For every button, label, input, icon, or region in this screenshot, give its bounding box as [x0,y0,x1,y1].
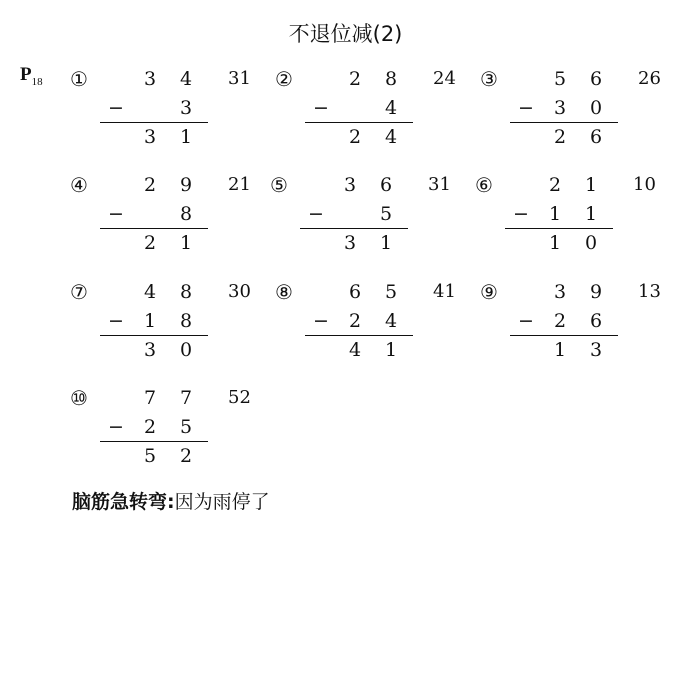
result-digit: 2 [553,126,567,148]
handwritten-answer: 52 [228,387,251,408]
result-digit: 2 [143,232,157,254]
top-digit: 9 [589,281,603,303]
handwritten-answer: 26 [638,68,661,89]
minus-sign: − [108,97,124,119]
top-digit: 6 [348,281,362,303]
result-digit: 6 [589,126,603,148]
bottom-digit: 1 [548,203,562,225]
problem-number: ⑩ [70,386,88,410]
top-digit: 4 [143,281,157,303]
result-digit: 0 [179,339,193,361]
top-digit: 9 [179,174,193,196]
result-digit: 1 [179,126,193,148]
result-digit: 2 [348,126,362,148]
result-digit: 4 [348,339,362,361]
handwritten-answer: 30 [228,281,251,302]
result-digit: 1 [553,339,567,361]
minus-sign: − [108,416,124,438]
problem-number: ② [275,67,293,91]
problem-6 [475,173,675,273]
top-digit: 3 [553,281,567,303]
answer-line [100,122,208,123]
riddle-question: 脑筋急转弯: [72,491,175,513]
top-digit: 6 [589,68,603,90]
top-digit: 4 [179,68,193,90]
problem-number: ⑨ [480,280,498,304]
result-digit: 3 [143,339,157,361]
result-digit: 1 [179,232,193,254]
result-digit: 5 [143,445,157,467]
answer-line [305,335,413,336]
answer-line [510,122,618,123]
top-digit: 1 [584,174,598,196]
riddle-answer: 因为雨停了 [174,491,270,513]
page-number-label [20,64,43,88]
handwritten-answer: 21 [228,174,251,195]
minus-sign: − [518,97,534,119]
result-digit: 3 [589,339,603,361]
top-digit: 3 [143,68,157,90]
minus-sign: − [313,310,329,332]
problem-9 [480,280,680,380]
minus-sign: − [108,310,124,332]
answer-line [305,122,413,123]
riddle [72,487,270,514]
answer-line [300,228,408,229]
top-digit: 5 [384,281,398,303]
top-digit: 5 [553,68,567,90]
answer-line [505,228,613,229]
bottom-digit: 8 [179,203,193,225]
page-number: 18 [31,75,43,88]
minus-sign: − [108,203,124,225]
top-digit: 3 [343,174,357,196]
result-digit: 1 [379,232,393,254]
handwritten-answer: 31 [428,174,451,195]
result-digit: 1 [548,232,562,254]
bottom-digit: 6 [589,310,603,332]
answer-line [100,228,208,229]
problem-1 [70,67,270,167]
problem-3 [480,67,680,167]
bottom-digit: 2 [553,310,567,332]
result-digit: 3 [343,232,357,254]
bottom-digit: 8 [179,310,193,332]
top-digit: 8 [179,281,193,303]
top-digit: 2 [548,174,562,196]
handwritten-answer: 24 [433,68,456,89]
result-digit: 3 [143,126,157,148]
answer-line [100,441,208,442]
top-digit: 6 [379,174,393,196]
answer-line [100,335,208,336]
bottom-digit: 4 [384,310,398,332]
top-digit: 7 [179,387,193,409]
problem-number: ⑦ [70,280,88,304]
bottom-digit: 3 [553,97,567,119]
problem-4 [70,173,270,273]
top-digit: 7 [143,387,157,409]
handwritten-answer: 10 [633,174,656,195]
problem-number: ⑧ [275,280,293,304]
result-digit: 1 [384,339,398,361]
bottom-digit: 0 [589,97,603,119]
result-digit: 0 [584,232,598,254]
handwritten-answer: 41 [433,281,456,302]
result-digit: 2 [179,445,193,467]
problem-7 [70,280,270,380]
problem-10 [70,386,270,486]
minus-sign: − [308,203,324,225]
problem-8 [275,280,475,380]
problem-number: ④ [70,173,88,197]
answer-line [510,335,618,336]
result-digit: 4 [384,126,398,148]
bottom-digit: 5 [179,416,193,438]
top-digit: 2 [143,174,157,196]
minus-sign: − [513,203,529,225]
bottom-digit: 5 [379,203,393,225]
top-digit: 8 [384,68,398,90]
problem-2 [275,67,475,167]
top-digit: 2 [348,68,362,90]
minus-sign: − [518,310,534,332]
problem-number: ⑥ [475,173,493,197]
minus-sign: − [313,97,329,119]
page-title: 不退位减(2) [288,22,403,46]
problem-5 [270,173,470,273]
problem-number: ① [70,67,88,91]
bottom-digit: 2 [348,310,362,332]
bottom-digit: 3 [179,97,193,119]
problem-number: ③ [480,67,498,91]
bottom-digit: 1 [143,310,157,332]
bottom-digit: 2 [143,416,157,438]
handwritten-answer: 13 [638,281,661,302]
page-letter: P [20,64,32,85]
bottom-digit: 1 [584,203,598,225]
handwritten-answer: 31 [228,68,251,89]
problem-number: ⑤ [270,173,288,197]
bottom-digit: 4 [384,97,398,119]
